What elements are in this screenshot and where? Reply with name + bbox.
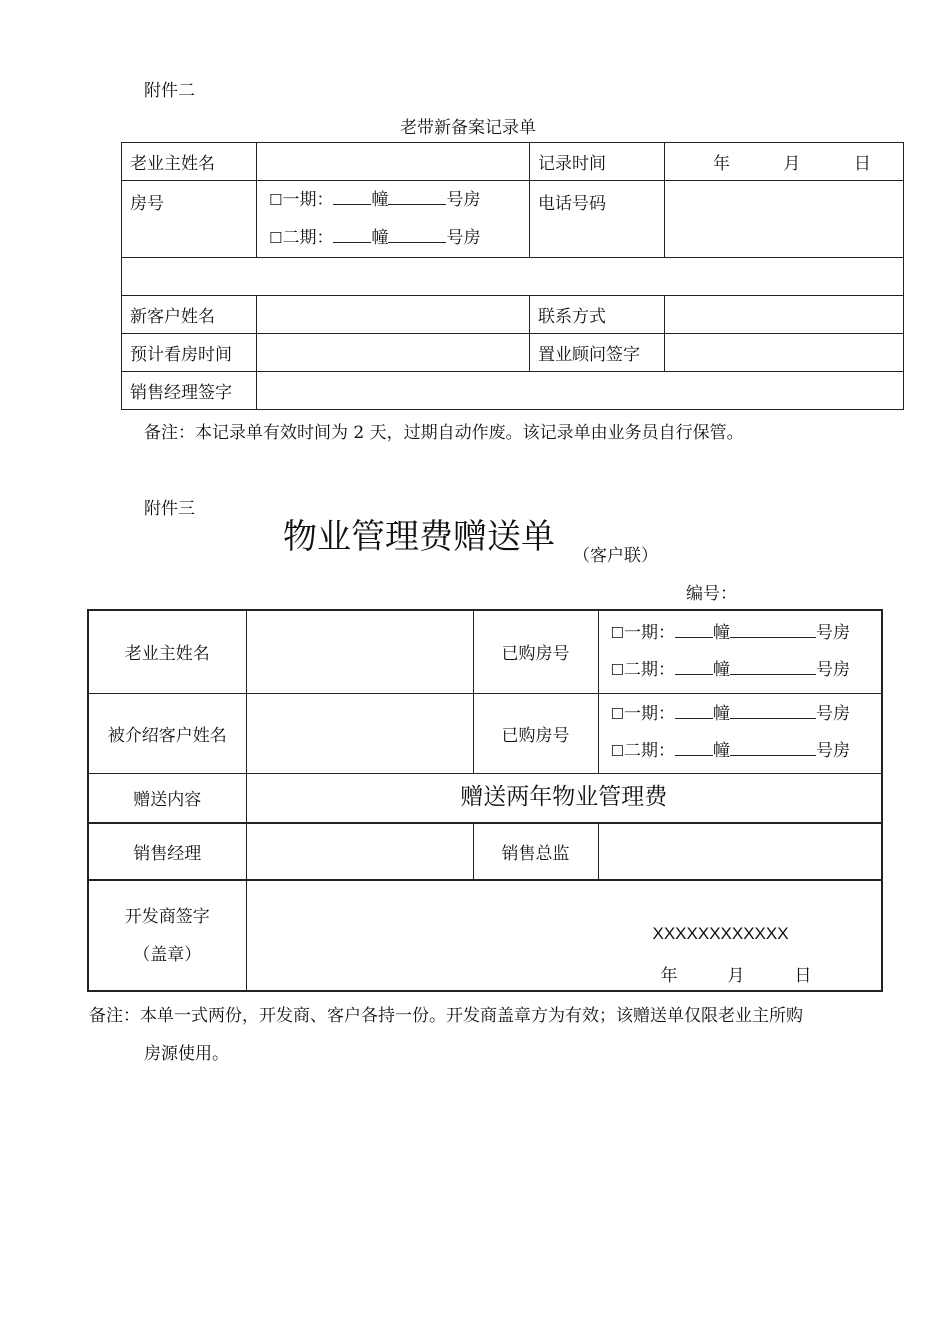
consultant-sign-label: 置业顾问签字 bbox=[530, 334, 665, 372]
room-suffix: 号房 bbox=[815, 622, 850, 643]
room-suffix: 号房 bbox=[815, 659, 850, 680]
developer-sign-cell bbox=[88, 880, 246, 991]
consultant-sign-field[interactable] bbox=[665, 334, 904, 372]
developer-date bbox=[661, 961, 812, 986]
developer-sign-field[interactable] bbox=[246, 880, 882, 991]
phone-label: 电话号码 bbox=[530, 181, 665, 258]
phase2-row bbox=[269, 219, 521, 257]
sales-manager-label: 销售经理 bbox=[88, 823, 246, 880]
referred-client-field[interactable] bbox=[246, 693, 473, 773]
manager-sign-field[interactable] bbox=[257, 372, 904, 410]
old-owner-field[interactable] bbox=[257, 143, 530, 181]
day-label: 日 bbox=[794, 966, 812, 986]
sales-director-field[interactable] bbox=[598, 823, 882, 880]
visit-time-label: 预计看房时间 bbox=[122, 334, 257, 372]
developer-name: XXXXXXXXXXXX bbox=[652, 924, 789, 943]
phase1-label: 一期： bbox=[623, 622, 675, 643]
room-label: 房号 bbox=[122, 181, 257, 258]
room-suffix: 号房 bbox=[815, 741, 850, 761]
developer-sign-label: 开发商签字 bbox=[124, 906, 210, 927]
manager-sign-label: 销售经理签字 bbox=[122, 372, 257, 410]
phase2-label: 二期： bbox=[623, 741, 675, 761]
month-label: 月 bbox=[727, 966, 745, 986]
new-client-field[interactable] bbox=[257, 296, 530, 334]
room-suffix: 号房 bbox=[446, 190, 481, 210]
annex2-label: 附件二 bbox=[144, 81, 195, 101]
a3-phase1-checkbox-2[interactable]: ☐ bbox=[610, 705, 624, 723]
stamp-label: （盖章） bbox=[133, 944, 202, 965]
a3-phase2-checkbox[interactable]: ☐ bbox=[610, 660, 624, 679]
gift-content: 赠送两年物业管理费 bbox=[246, 773, 882, 823]
phase1-checkbox[interactable]: ☐ bbox=[269, 191, 283, 209]
phase1-row bbox=[269, 181, 521, 219]
old-owner-label: 老业主姓名 bbox=[122, 143, 257, 181]
room-field[interactable] bbox=[257, 181, 530, 258]
room-suffix: 号房 bbox=[446, 228, 481, 248]
purchased-room-field[interactable] bbox=[598, 610, 882, 693]
blank-row bbox=[122, 258, 904, 296]
a3-old-owner-label: 老业主姓名 bbox=[88, 610, 246, 693]
contact-label: 联系方式 bbox=[530, 296, 665, 334]
phase2-checkbox[interactable]: ☐ bbox=[269, 229, 283, 247]
record-time-field[interactable] bbox=[665, 143, 904, 181]
building-label: 幢 bbox=[371, 190, 389, 210]
annex3-note-line1: 备注：本单一式两份，开发商、客户各持一份。开发商盖章方为有效；该赠送单仅限老业主所购 bbox=[89, 1006, 803, 1026]
sales-manager-field[interactable] bbox=[246, 823, 473, 880]
purchased-room-label-2: 已购房号 bbox=[473, 693, 598, 773]
phase1-label: 一期： bbox=[623, 704, 675, 724]
phase1-label: 一期： bbox=[282, 190, 334, 210]
new-client-label: 新客户姓名 bbox=[122, 296, 257, 334]
property-fee-gift-table bbox=[87, 609, 883, 992]
room-suffix: 号房 bbox=[815, 704, 850, 724]
year-label: 年 bbox=[660, 966, 678, 986]
annex3-title: 物业管理费赠送单 bbox=[283, 517, 555, 557]
building-label: 幢 bbox=[712, 741, 730, 761]
a3-old-owner-field[interactable] bbox=[246, 610, 473, 693]
annex2-title: 老带新备案记录单 bbox=[400, 118, 536, 138]
gift-content-label: 赠送内容 bbox=[88, 773, 246, 823]
building-label: 幢 bbox=[712, 659, 730, 680]
phone-field[interactable] bbox=[665, 181, 904, 258]
purchased-room-field-2[interactable] bbox=[598, 693, 882, 773]
month-label: 月 bbox=[783, 154, 801, 174]
day-label: 日 bbox=[853, 154, 871, 174]
phase2-label: 二期： bbox=[623, 659, 675, 680]
annex3-subtitle: （客户联） bbox=[573, 546, 658, 566]
building-label: 幢 bbox=[712, 622, 730, 643]
annex3-note-line2: 房源使用。 bbox=[144, 1044, 229, 1064]
purchased-room-label: 已购房号 bbox=[473, 610, 598, 693]
a3-phase1-checkbox[interactable]: ☐ bbox=[610, 623, 624, 642]
year-label: 年 bbox=[713, 154, 730, 174]
visit-time-field[interactable] bbox=[257, 334, 530, 372]
referred-client-label: 被介绍客户姓名 bbox=[88, 693, 246, 773]
referral-record-table bbox=[121, 142, 904, 410]
serial-label: 编号： bbox=[686, 584, 737, 604]
annex2-note: 备注：本记录单有效时间为 2 天，过期自动作废。该记录单由业务员自行保管。 bbox=[144, 423, 744, 443]
contact-field[interactable] bbox=[665, 296, 904, 334]
a3-phase2-checkbox-2[interactable]: ☐ bbox=[610, 742, 624, 760]
phase2-label: 二期： bbox=[282, 228, 334, 248]
record-time-label: 记录时间 bbox=[530, 143, 665, 181]
annex3-label: 附件三 bbox=[144, 499, 195, 519]
building-label: 幢 bbox=[712, 704, 730, 724]
sales-director-label: 销售总监 bbox=[473, 823, 598, 880]
building-label: 幢 bbox=[371, 228, 389, 248]
